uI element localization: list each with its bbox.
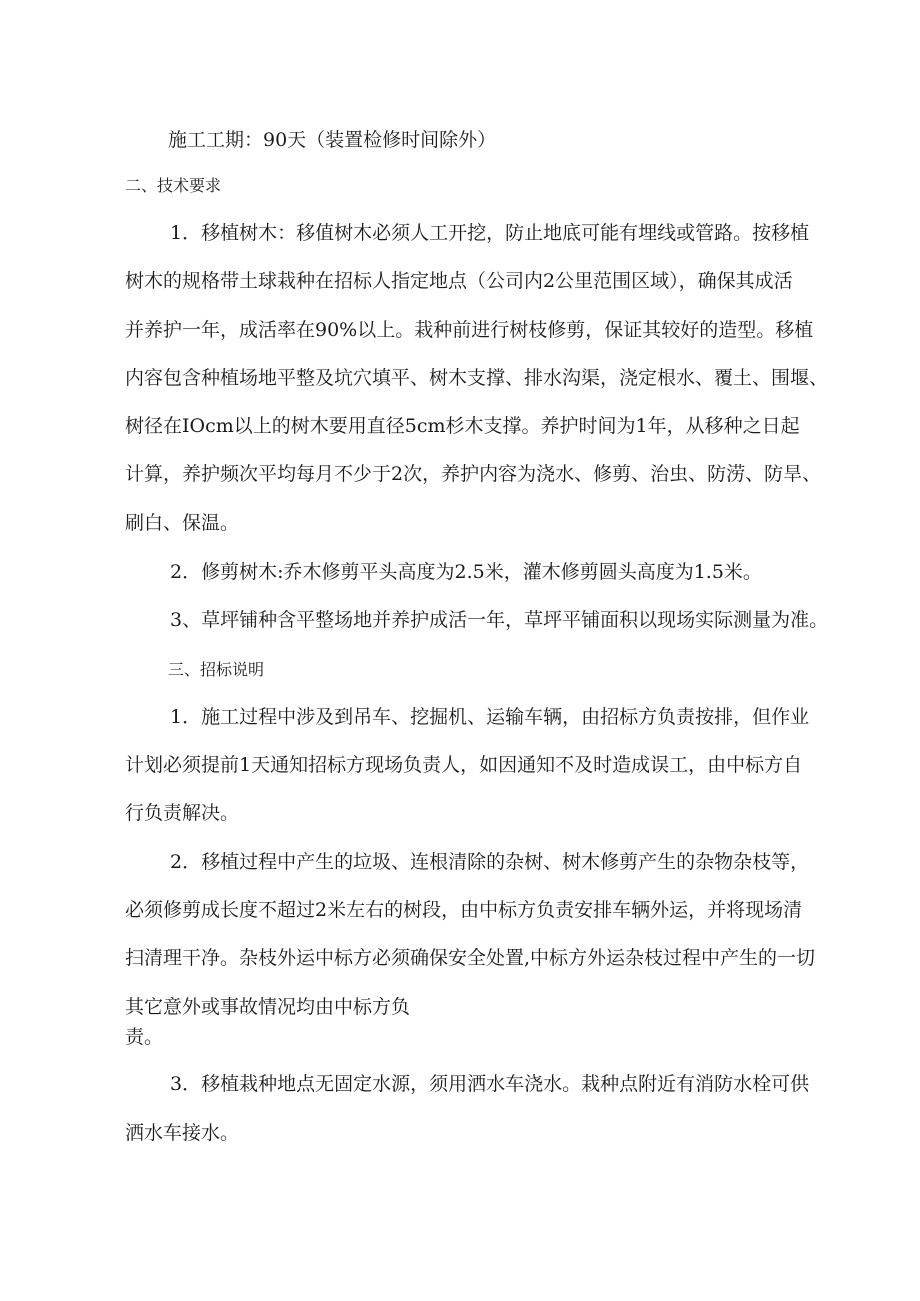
section-3-item-3-line-1: 3．移植栽种地点无固定水源，须用洒水车浇水。栽种点附近有消防水栓可供 [170, 1073, 810, 1095]
section-2-item-2: 2．修剪树木:乔木修剪平头高度为2.5米，灌木修剪圆头高度为1.5米。 [170, 561, 762, 583]
section-2-item-1-line-3: 并养护一年，成活率在90%以上。栽种前进行树枝修剪，保证其较好的造型。移植 [125, 319, 814, 341]
section-2-item-3: 3、草坪铺种含平整场地并养护成活一年，草坪平铺面积以现场实际测量为准。 [170, 609, 829, 631]
section-3-item-1-line-2: 计划必须提前1天通知招标方现场负责人，如因通知不及时造成误工，由中标方自 [125, 754, 803, 776]
section-3-item-2-line-2: 必须修剪成长度不超过2米左右的树段，由中标方负责安排车辆外运，并将现场清 [125, 899, 803, 921]
section-3-item-2-line-4: 其它意外或事故情况均由中标方负 [125, 996, 411, 1018]
section-2-item-1-line-1: 1．移植树木：移值树木必须人工开挖，防止地底可能有埋线或管路。按移植 [170, 222, 810, 244]
section-2-title: 二、技术要求 [125, 176, 222, 195]
section-3-item-1-line-3: 行负责解决。 [125, 802, 240, 824]
construction-period: 施工工期：90天（装置检修时间除外） [168, 129, 497, 151]
section-3-item-2-line-1: 2．移植过程中产生的垃圾、连根清除的杂树、树木修剪产生的杂物杂枝等， [170, 851, 810, 873]
section-3-item-2-line-3: 扫清理干净。杂枝外运中标方必须确保安全处置,中标方外运杂枝过程中产生的一切 [125, 947, 816, 969]
section-2-item-1-line-7: 刷白、保温。 [125, 512, 240, 534]
section-3-item-2-line-5: 责。 [125, 1026, 164, 1048]
section-2-item-1-line-4: 内容包含种植场地平整及坑穴填平、树木支撑、排水沟渠，浇定根水、覆土、围堰、 [125, 367, 829, 389]
section-2-item-1-line-5: 树径在IOcm以上的树木要用直径5cm杉木支撑。养护时间为1年，从移种之日起 [125, 415, 800, 437]
section-2-item-1-line-2: 树木的规格带土球栽种在招标人指定地点（公司内2公里范围区域），确保其成活 [125, 270, 793, 292]
section-3-item-1-line-1: 1．施工过程中涉及到吊车、挖掘机、运输车辆，由招标方负责按排，但作业 [170, 706, 810, 728]
section-3-title: 三、招标说明 [168, 660, 265, 679]
section-3-item-3-line-2: 洒水车接水。 [125, 1122, 240, 1144]
section-2-item-1-line-6: 计算，养护频次平均每月不少于2次，养护内容为浇水、修剪、治虫、防涝、防旱、 [125, 463, 822, 485]
